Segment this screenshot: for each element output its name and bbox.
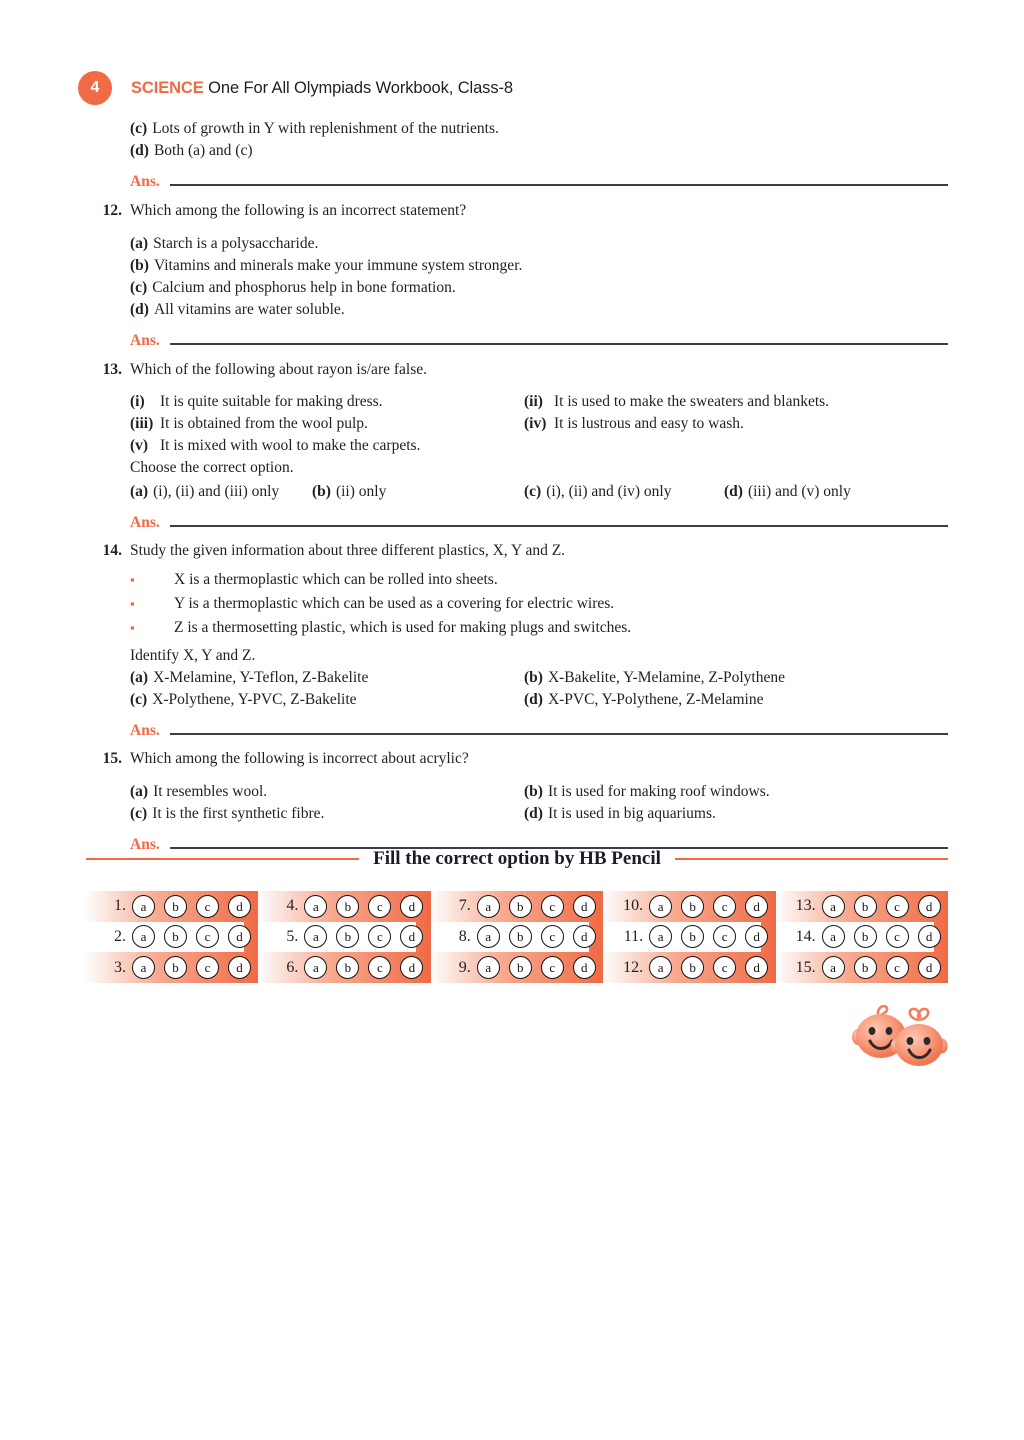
- omr-bubble-a[interactable]: a: [304, 956, 327, 979]
- omr-bubble-c[interactable]: c: [196, 895, 219, 918]
- omr-bubble-c[interactable]: c: [196, 925, 219, 948]
- option-row: [130, 233, 948, 255]
- statement-row: [130, 391, 948, 413]
- omr-bubble-b[interactable]: b: [164, 956, 187, 979]
- continued-question-block: [86, 118, 948, 191]
- omr-bubble-d[interactable]: d: [918, 956, 941, 979]
- omr-row: [603, 952, 775, 983]
- omr-row-number: 10.: [623, 897, 644, 915]
- option-text: X-Polythene, Y-PVC, Z-Bakelite: [152, 691, 357, 708]
- question-14: [86, 540, 948, 740]
- mascot-baby-faces-icon: [848, 1000, 948, 1068]
- bullet-text: Z is a thermosetting plastic, which is used for making plugs and switches.: [174, 619, 632, 636]
- omr-bubble-a[interactable]: a: [477, 925, 500, 948]
- omr-bubble-a[interactable]: a: [822, 956, 845, 979]
- omr-bubble-d[interactable]: d: [745, 895, 768, 918]
- omr-bubble-b[interactable]: b: [164, 925, 187, 948]
- omr-rule-left: [86, 858, 359, 861]
- omr-row-number: 6.: [286, 958, 299, 976]
- option-text: It is used for making roof windows.: [547, 783, 770, 800]
- answer-label: Ans.: [130, 836, 160, 853]
- choose-instruction: Choose the correct option.: [130, 459, 294, 476]
- answer-label: Ans.: [130, 173, 160, 190]
- option-text: Calcium and phosphorus help in bone formation.: [152, 279, 456, 296]
- option-label: (c): [130, 279, 148, 296]
- answer-rule: [170, 525, 948, 527]
- option-text: All vitamins are water soluble.: [153, 301, 345, 318]
- omr-bubble-group: [132, 895, 251, 918]
- omr-row-number: 5.: [286, 927, 299, 945]
- option-text: Starch is a polysaccharide.: [153, 235, 319, 252]
- option-label: (c): [130, 691, 148, 708]
- answer-line[interactable]: [130, 514, 948, 532]
- answer-rule: [170, 184, 948, 186]
- omr-bubble-a[interactable]: a: [822, 925, 845, 948]
- omr-bubble-d[interactable]: d: [400, 895, 423, 918]
- omr-row-number: 3.: [114, 958, 126, 976]
- omr-bubble-group: [477, 895, 596, 918]
- statements-list: [130, 391, 948, 503]
- omr-row-number: 4.: [286, 897, 299, 915]
- statement-text: It is lustrous and easy to wash.: [554, 415, 744, 432]
- statement-row: [130, 435, 948, 457]
- option-row: [130, 255, 948, 277]
- omr-title: Fill the correct option by HB Pencil: [373, 848, 661, 869]
- omr-bubble-a[interactable]: a: [132, 895, 155, 918]
- option-b[interactable]: [524, 781, 770, 803]
- question-heading: [86, 200, 948, 222]
- option-label: (d): [524, 691, 543, 708]
- omr-bubble-b[interactable]: b: [509, 895, 532, 918]
- question-15: [86, 748, 948, 854]
- question-text: Which among the following is incorrect about acrylic?: [130, 750, 469, 767]
- omr-bubble-d[interactable]: d: [400, 925, 423, 948]
- option-text: (ii) only: [335, 483, 387, 500]
- option-text: (i), (ii) and (iv) only: [546, 483, 672, 500]
- question-number: 12.: [102, 202, 122, 219]
- omr-row: [431, 922, 603, 953]
- omr-bubble-group: [304, 925, 423, 948]
- omr-bubble-b[interactable]: b: [854, 956, 877, 979]
- omr-bubble-c[interactable]: c: [541, 956, 564, 979]
- option-d[interactable]: [130, 299, 345, 321]
- statement-numeral: (iii): [130, 415, 154, 432]
- answer-label: Ans.: [130, 332, 160, 349]
- questions-container: [86, 118, 948, 858]
- option-row: [130, 481, 948, 503]
- omr-bubble-c[interactable]: c: [368, 925, 391, 948]
- statement-v: [130, 435, 524, 457]
- question-number: 14.: [102, 542, 122, 559]
- bullet-text: X is a thermoplastic which can be rolled into sheets.: [174, 571, 498, 588]
- omr-bubble-b[interactable]: b: [509, 956, 532, 979]
- omr-bubble-c[interactable]: c: [541, 895, 564, 918]
- option-label: (a): [130, 483, 149, 500]
- omr-column: [86, 891, 258, 983]
- identify-instruction: Identify X, Y and Z.: [130, 647, 256, 664]
- option-text: Vitamins and minerals make your immune system stronger.: [153, 257, 523, 274]
- omr-row-number: 13.: [795, 897, 816, 915]
- omr-column: [431, 891, 603, 983]
- bullet-list: [130, 568, 948, 640]
- option-text: It resembles wool.: [153, 783, 268, 800]
- omr-row: [258, 891, 430, 922]
- option-label: (c): [524, 483, 542, 500]
- omr-header: [86, 845, 948, 873]
- option-label: (d): [130, 301, 149, 318]
- omr-row-number: 7.: [458, 897, 471, 915]
- option-label: (b): [524, 783, 543, 800]
- option-text: It is the first synthetic fibre.: [152, 805, 325, 822]
- answer-rule: [170, 733, 948, 735]
- options-list: [130, 781, 948, 825]
- omr-bubble-b[interactable]: b: [681, 956, 704, 979]
- omr-bubble-c[interactable]: c: [713, 925, 736, 948]
- omr-bubble-c[interactable]: c: [368, 895, 391, 918]
- omr-rule-right: [675, 858, 948, 861]
- statement-row: [130, 413, 948, 435]
- options-list: [130, 233, 948, 321]
- bullet-text: Y is a thermoplastic which can be used as a covering for electric wires.: [174, 595, 615, 612]
- option-label: (a): [130, 783, 149, 800]
- omr-bubble-d[interactable]: d: [573, 956, 596, 979]
- option-label: (b): [312, 483, 331, 500]
- statement-numeral: (ii): [524, 393, 543, 410]
- question-text: Which among the following is an incorrect statement?: [130, 202, 467, 219]
- omr-bubble-group: [649, 895, 768, 918]
- omr-bubble-group: [477, 956, 596, 979]
- omr-bubble-a[interactable]: a: [477, 956, 500, 979]
- options-list: [130, 645, 948, 711]
- omr-row: [776, 891, 948, 922]
- omr-row: [431, 952, 603, 983]
- omr-bubble-group: [822, 895, 941, 918]
- option-d[interactable]: [524, 689, 764, 711]
- omr-row: [86, 891, 258, 922]
- answer-line[interactable]: [130, 332, 948, 350]
- option-a[interactable]: [130, 481, 312, 503]
- option-row: [130, 781, 948, 803]
- omr-bubble-b[interactable]: b: [681, 895, 704, 918]
- bullet-dot-icon: ▪: [130, 572, 135, 587]
- omr-column: [603, 891, 775, 983]
- option-b[interactable]: [312, 481, 524, 503]
- option-text: It is used in big aquariums.: [547, 805, 716, 822]
- omr-row: [776, 952, 948, 983]
- omr-row: [258, 922, 430, 953]
- option-d[interactable]: [724, 481, 851, 503]
- omr-row: [603, 922, 775, 953]
- omr-bubble-group: [304, 956, 423, 979]
- question-text: Which of the following about rayon is/are false.: [130, 361, 427, 378]
- omr-row-number: 15.: [795, 958, 816, 976]
- bullet-dot-icon: ▪: [130, 620, 135, 635]
- page-header: [78, 68, 513, 108]
- omr-bubble-a[interactable]: a: [649, 956, 672, 979]
- option-row: [130, 689, 948, 711]
- omr-bubble-group: [649, 956, 768, 979]
- bullet-item: [130, 592, 948, 616]
- option-label: (c): [130, 120, 148, 137]
- option-a[interactable]: [130, 233, 318, 255]
- statement-text: It is quite suitable for making dress.: [160, 393, 383, 410]
- option-a[interactable]: [130, 781, 524, 803]
- omr-bubble-b[interactable]: b: [854, 925, 877, 948]
- subject-label: SCIENCE: [131, 78, 204, 97]
- omr-bubble-c[interactable]: c: [713, 895, 736, 918]
- omr-row: [86, 952, 258, 983]
- option-b[interactable]: [130, 255, 522, 277]
- omr-row-number: 1.: [114, 897, 126, 915]
- option-label: (d): [524, 805, 543, 822]
- omr-bubble-c[interactable]: c: [886, 895, 909, 918]
- page-number-badge: 4: [78, 71, 112, 105]
- omr-bubble-b[interactable]: b: [336, 895, 359, 918]
- omr-bubble-d[interactable]: d: [228, 956, 251, 979]
- statement-iv: [524, 413, 744, 435]
- option-row: [130, 277, 948, 299]
- omr-answer-sheet: [86, 845, 948, 983]
- omr-bubble-group: [649, 925, 768, 948]
- omr-bubble-d[interactable]: d: [228, 925, 251, 948]
- bullet-item: [130, 568, 948, 592]
- option-row: [130, 803, 948, 825]
- option-label: (c): [130, 805, 148, 822]
- omr-row-number: 2.: [114, 927, 126, 945]
- question-heading: [86, 748, 948, 770]
- omr-bubble-b[interactable]: b: [336, 925, 359, 948]
- question-12: [86, 200, 948, 350]
- bullet-dot-icon: ▪: [130, 596, 135, 611]
- omr-bubble-a[interactable]: a: [132, 956, 155, 979]
- omr-row: [603, 891, 775, 922]
- option-c[interactable]: [130, 803, 524, 825]
- omr-bubble-group: [477, 925, 596, 948]
- answer-line[interactable]: [130, 173, 948, 191]
- omr-bubble-a[interactable]: a: [304, 895, 327, 918]
- omr-bubble-a[interactable]: a: [822, 895, 845, 918]
- answer-label: Ans.: [130, 514, 160, 531]
- answer-label: Ans.: [130, 722, 160, 739]
- statement-iii: [130, 413, 524, 435]
- continued-options: [130, 118, 948, 162]
- omr-bubble-c[interactable]: c: [196, 956, 219, 979]
- question-number: 13.: [102, 361, 122, 378]
- omr-row: [431, 891, 603, 922]
- omr-row-number: 11.: [623, 927, 644, 945]
- answer-rule: [170, 343, 948, 345]
- omr-bubble-d[interactable]: d: [745, 925, 768, 948]
- option-text: X-PVC, Y-Polythene, Z-Melamine: [547, 691, 764, 708]
- omr-row: [258, 952, 430, 983]
- omr-row-number: 14.: [795, 927, 816, 945]
- omr-bubble-d[interactable]: d: [918, 895, 941, 918]
- option-label: (a): [130, 235, 149, 252]
- option-c[interactable]: [524, 481, 724, 503]
- option-c[interactable]: [130, 118, 499, 140]
- omr-row-number: 8.: [458, 927, 471, 945]
- omr-grid: [86, 891, 948, 983]
- omr-bubble-group: [132, 925, 251, 948]
- omr-bubble-b[interactable]: b: [681, 925, 704, 948]
- omr-bubble-d[interactable]: d: [918, 925, 941, 948]
- omr-row-number: 9.: [458, 958, 471, 976]
- option-d[interactable]: [524, 803, 716, 825]
- omr-row: [776, 922, 948, 953]
- omr-bubble-b[interactable]: b: [164, 895, 187, 918]
- omr-column: [776, 891, 948, 983]
- omr-bubble-b[interactable]: b: [509, 925, 532, 948]
- omr-bubble-d[interactable]: d: [573, 925, 596, 948]
- option-text: (i), (ii) and (iii) only: [153, 483, 280, 500]
- omr-bubble-d[interactable]: d: [400, 956, 423, 979]
- omr-row: [86, 922, 258, 953]
- question-text: Study the given information about three different plastics, X, Y and Z.: [130, 542, 566, 559]
- statement-text: It is used to make the sweaters and blankets.: [554, 393, 830, 410]
- omr-bubble-c[interactable]: c: [886, 925, 909, 948]
- question-heading: [86, 359, 948, 381]
- omr-column: [258, 891, 430, 983]
- statement-i: [130, 391, 524, 413]
- omr-bubble-c[interactable]: c: [368, 956, 391, 979]
- omr-bubble-c[interactable]: c: [713, 956, 736, 979]
- omr-bubble-b[interactable]: b: [336, 956, 359, 979]
- option-row: [130, 299, 948, 321]
- statement-ii: [524, 391, 829, 413]
- option-text: X-Melamine, Y-Teflon, Z-Bakelite: [153, 669, 369, 686]
- omr-bubble-group: [822, 925, 941, 948]
- option-c[interactable]: [130, 277, 456, 299]
- option-label: (d): [130, 142, 149, 159]
- omr-row-number: 12.: [623, 958, 644, 976]
- option-text: X-Bakelite, Y-Melamine, Z-Polythene: [547, 669, 785, 686]
- statement-text: It is obtained from the wool pulp.: [160, 415, 368, 432]
- omr-bubble-c[interactable]: c: [886, 956, 909, 979]
- omr-bubble-d[interactable]: d: [228, 895, 251, 918]
- answer-line[interactable]: [130, 722, 948, 740]
- question-number: 15.: [102, 750, 122, 767]
- omr-bubble-a[interactable]: a: [132, 925, 155, 948]
- omr-bubble-d[interactable]: d: [573, 895, 596, 918]
- option-text: Lots of growth in Y with replenishment of the nutrients.: [152, 120, 499, 137]
- option-text: (iii) and (v) only: [747, 483, 851, 500]
- omr-bubble-group: [132, 956, 251, 979]
- statement-numeral: (v): [130, 437, 149, 454]
- option-d[interactable]: [130, 140, 253, 162]
- omr-bubble-d[interactable]: d: [745, 956, 768, 979]
- question-heading: [86, 540, 948, 562]
- omr-bubble-group: [304, 895, 423, 918]
- option-row: [130, 667, 948, 689]
- option-label: (a): [130, 669, 149, 686]
- omr-bubble-a[interactable]: a: [477, 895, 500, 918]
- option-label: (d): [724, 483, 743, 500]
- omr-bubble-b[interactable]: b: [854, 895, 877, 918]
- book-title-label: One For All Olympiads Workbook, Class-8: [203, 78, 513, 97]
- option-row: [130, 118, 948, 140]
- omr-bubble-a[interactable]: a: [649, 925, 672, 948]
- option-label: (b): [524, 669, 543, 686]
- omr-bubble-group: [822, 956, 941, 979]
- option-text: Both (a) and (c): [153, 142, 253, 159]
- option-c[interactable]: [130, 689, 524, 711]
- option-label: (b): [130, 257, 149, 274]
- question-13: [86, 359, 948, 532]
- bullet-item: [130, 616, 948, 640]
- omr-bubble-a[interactable]: a: [304, 925, 327, 948]
- omr-bubble-c[interactable]: c: [541, 925, 564, 948]
- option-b[interactable]: [524, 667, 785, 689]
- statement-numeral: (iv): [524, 415, 547, 432]
- statement-numeral: (i): [130, 393, 145, 410]
- page-title: [131, 79, 513, 98]
- option-a[interactable]: [130, 667, 524, 689]
- option-row: [130, 140, 948, 162]
- omr-bubble-a[interactable]: a: [649, 895, 672, 918]
- statement-text: It is mixed with wool to make the carpets.: [160, 437, 421, 454]
